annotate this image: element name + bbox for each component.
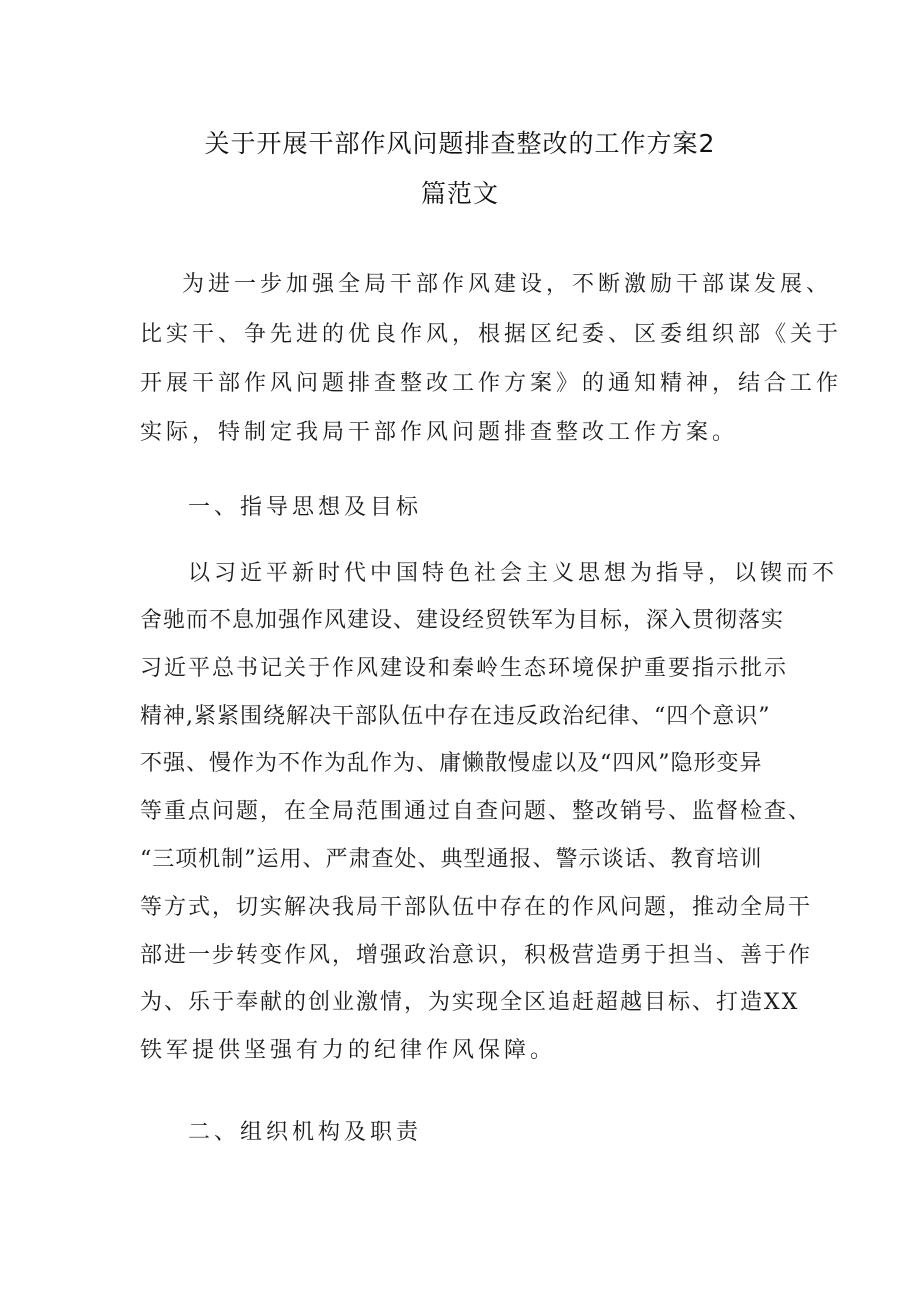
section-1-line-6: 等重点问题，在全局范围通过自查问题、整改销号、监督检查、 bbox=[140, 799, 813, 824]
intro-line-2: 比实干、争先进的优良作风，根据区纪委、区委组织部《关于 bbox=[140, 322, 843, 347]
document-title-line-1: 关于开展干部作风问题排查整改的工作方案2 bbox=[204, 129, 716, 158]
intro-line-1: 为进一步加强全局干部作风建设，不断激励干部谋发展、 bbox=[182, 272, 833, 297]
intro-line-4: 实际，特制定我局干部作风问题排查整改工作方案。 bbox=[140, 420, 739, 445]
section-1-line-1: 以习近平新时代中国特色社会主义思想为指导，以锲而不 bbox=[188, 561, 839, 586]
section-1-heading: 一、指导思想及目标 bbox=[188, 495, 423, 520]
section-1-line-11: 铁军提供坚强有力的纪律作风保障。 bbox=[140, 1038, 557, 1063]
section-2-heading: 二、组织机构及职责 bbox=[188, 1120, 423, 1145]
section-1-line-5: 不强、慢作为不作为乱作为、庸懒散慢虚以及“四风”隐形变异 bbox=[140, 751, 763, 776]
section-1-line-4: 精神,紧紧围绕解决干部队伍中存在违反政治纪律、“四个意识” bbox=[140, 704, 771, 729]
intro-line-3: 开展干部作风问题排查整改工作方案》的通知精神，结合工作 bbox=[140, 371, 843, 396]
section-1-line-10: 为、乐于奉献的创业激情，为实现全区追赶超越目标、打造XX bbox=[140, 990, 800, 1015]
section-1-line-2: 舍驰而不息加强作风建设、建设经贸铁军为目标，深入贯彻落实 bbox=[140, 608, 785, 633]
section-1-line-8: 等方式，切实解决我局干部队伍中存在的作风问题，推动全局干 bbox=[140, 895, 813, 920]
section-1-line-7: “三项机制”运用、严肃查处、典型通报、警示谈话、教育培训 bbox=[140, 847, 763, 872]
section-1-line-3: 习近平总书记关于作风建设和秦岭生态环境保护重要指示批示 bbox=[140, 656, 789, 681]
document-title-line-2: 篇范文 bbox=[420, 179, 499, 208]
section-1-line-9: 部进一步转变作风，增强政治意识，积极营造勇于担当、善于作 bbox=[140, 943, 813, 968]
